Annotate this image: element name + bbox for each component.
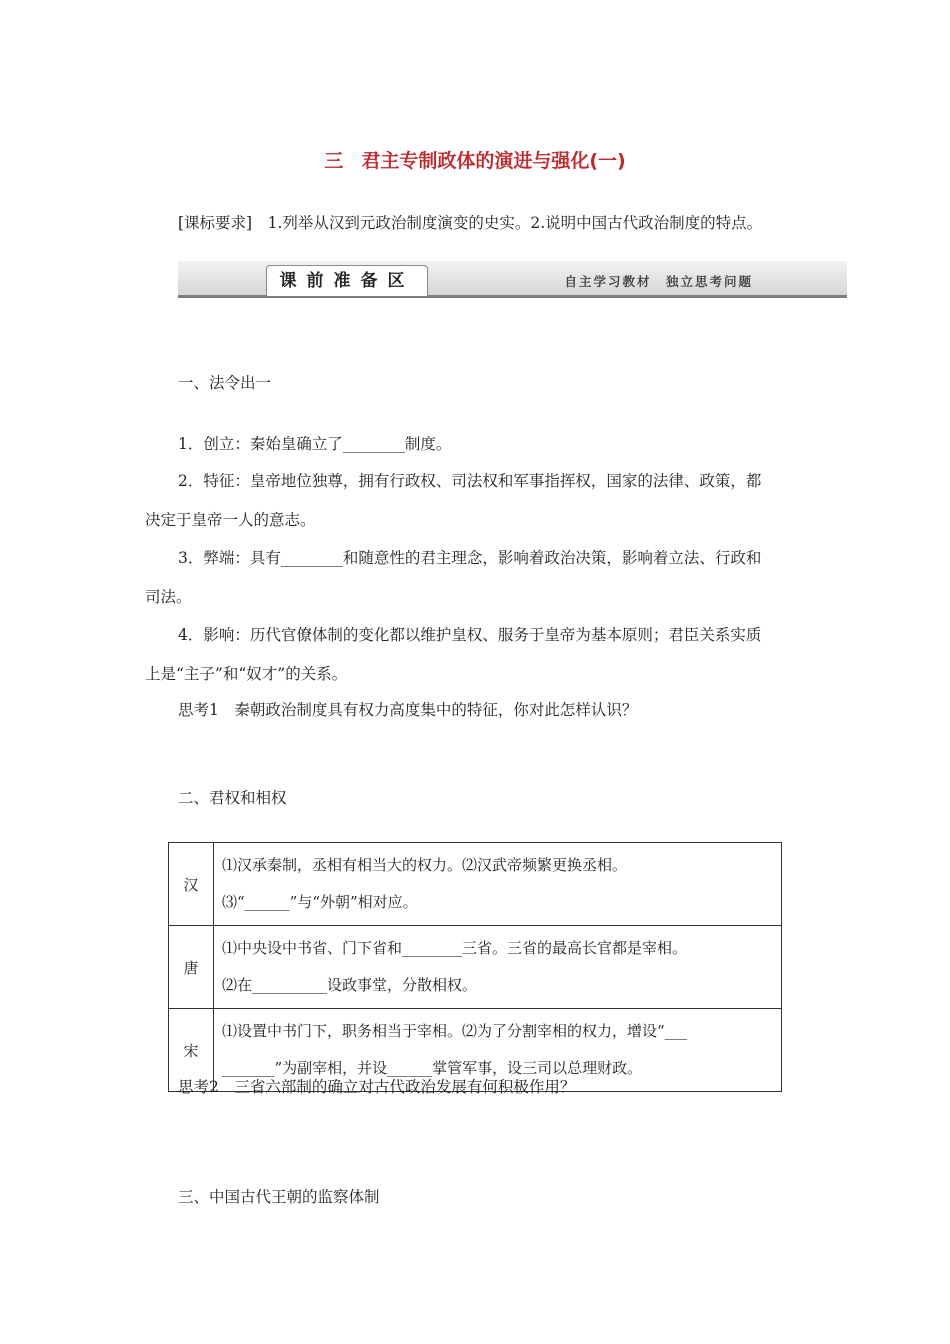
section1-heading: 一、法令出一	[178, 374, 272, 392]
dynasty-line: ⑶“______”与“外朝”相对应。	[222, 893, 418, 911]
think-question-2: 思考2 三省六部制的确立对古代政治发展有何积极作用？	[178, 1078, 576, 1096]
curriculum-requirement: [课标要求] 1.列举从汉到元政治制度演变的史实。2.说明中国古代政治制度的特点。	[178, 214, 763, 232]
section-banner	[178, 261, 847, 299]
section1-point2: 2．特征：皇帝地位独尊，拥有行政权、司法权和军事指挥权，国家的法律、政策，都	[178, 472, 762, 490]
section1-point2-cont: 决定于皇帝一人的意志。	[145, 511, 316, 529]
title-number: 三	[324, 150, 344, 172]
dynasty-line: ⑴汉承秦制，丞相有相当大的权力。⑵汉武帝频繁更换丞相。	[222, 856, 628, 874]
dynasty-cell: 汉	[169, 843, 214, 926]
table-row	[169, 926, 782, 1009]
dynasty-line: ⑵在__________设政事堂，分散相权。	[222, 976, 478, 994]
section1-point4: 4．影响：历代官僚体制的变化都以维护皇权、服务于皇帝为基本原则；君臣关系实质	[178, 626, 762, 644]
dynasty-line: ⑴中央设中书省、门下省和________三省。三省的最高长官都是宰相。	[222, 939, 688, 957]
dynasty-line: ⑴设置中书门下，职务相当于宰相。⑵为了分割宰相的权力，增设“___	[222, 1022, 688, 1040]
section1-point4-cont: 上是“主子”和“奴才”的关系。	[145, 665, 348, 683]
section2-heading: 二、君权和相权	[178, 789, 287, 807]
dynasty-line: _______”为副宰相，并设______掌管军事，设三司以总理财政。	[222, 1059, 643, 1077]
page-title	[0, 146, 950, 173]
dynasty-cell: 宋	[169, 1009, 214, 1092]
banner-tab: 课前准备区	[266, 265, 428, 296]
table-row	[169, 843, 782, 926]
section1-point3: 3．弊端：具有________和随意性的君主理念，影响着政治决策，影响着立法、行政和	[178, 549, 762, 567]
section3-heading: 三、中国古代王朝的监察体制	[178, 1188, 380, 1206]
dynasty-table	[168, 842, 782, 1092]
dynasty-cell: 唐	[169, 926, 214, 1009]
think-question-1: 思考1 秦朝政治制度具有权力高度集中的特征，你对此怎样认识？	[178, 701, 638, 719]
title-text: 君主专制政体的演进与强化(一)	[361, 150, 626, 172]
section1-point1: 1．创立：秦始皇确立了________制度。	[178, 435, 452, 453]
banner-tagline: 自主学习教材 独立思考问题	[564, 274, 753, 289]
section1-point3-cont: 司法。	[145, 588, 192, 606]
